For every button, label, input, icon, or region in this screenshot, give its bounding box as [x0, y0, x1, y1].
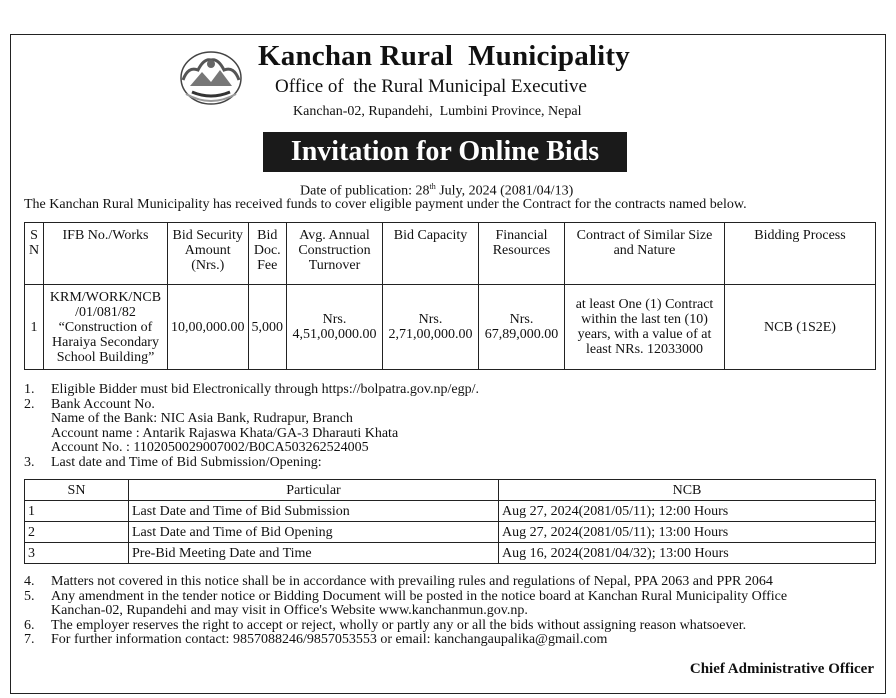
dates-table-header [25, 480, 876, 501]
col-fee: Bid Doc. Fee [248, 223, 287, 285]
cell-fee: 5,000 [248, 285, 287, 370]
cell-process: NCB (1S2E) [725, 285, 876, 370]
page-title: Kanchan Rural Municipality [258, 40, 630, 72]
cell-sn: 2 [25, 522, 129, 543]
cell-ifb: KRM/WORK/NCB /01/081/82 “Construction of Haraiya Secondary School Building” [44, 285, 168, 370]
cell-capacity: Nrs. 2,71,00,000.00 [383, 285, 479, 370]
col-ifb: IFB No./Works [44, 223, 168, 285]
cell-ncb: Aug 27, 2024(2081/05/11); 13:00 Hours [499, 522, 876, 543]
publication-date: Date of publication: 28th July, 2024 (2081/04/13) [300, 182, 574, 199]
intro-text: The Kanchan Rural Municipality has received funds to cover eligible payment under the Contract for the contracts named below. [24, 197, 747, 212]
notes-list-top [24, 383, 479, 470]
col-contract: Contract of Similar Size and Nature [565, 223, 725, 285]
list-item: 7. For further information contact: 9857088246/9857053553 or email: kanchangaupalika@gmail.com [24, 632, 608, 647]
nepal-emblem-icon [178, 48, 244, 106]
list-item: Kanchan-02, Rupandehi and may visit in Office's Website www.kanchanmun.gov.np. [51, 603, 528, 618]
cell-ncb: Aug 16, 2024(2081/04/32); 13:00 Hours [499, 543, 876, 564]
col-financial: Financial Resources [479, 223, 565, 285]
list-item: 6. The employer reserves the right to accept or reject, wholly or partly any or all the bids without assigning reason whatsoever. [24, 617, 747, 633]
cell-sn: 1 [25, 285, 44, 370]
cell-ncb: Aug 27, 2024(2081/05/11); 12:00 Hours [499, 501, 876, 522]
bid-table-header [25, 223, 876, 285]
col-process: Bidding Process [725, 223, 876, 285]
col-capacity: Bid Capacity [383, 223, 479, 285]
cell-contract: at least One (1) Contract within the last ten (10) years, with a value of at least NRs. 12033000 [565, 285, 725, 370]
cell-particular: Pre-Bid Meeting Date and Time [129, 543, 499, 564]
cell-security: 10,00,000.00 [168, 285, 249, 370]
notes-list-bottom [24, 575, 787, 648]
cell-sn: 3 [25, 543, 129, 564]
table-row [25, 543, 876, 564]
list-item: 2. Bank Account No. [24, 396, 155, 412]
col-sn: SN [25, 480, 129, 501]
table-row [25, 501, 876, 522]
bank-name: Name of the Bank: NIC Asia Bank, Rudrapur, Branch [51, 411, 353, 426]
cell-turnover: Nrs. 4,51,00,000.00 [287, 285, 383, 370]
bid-table [24, 222, 876, 370]
table-row [25, 285, 876, 370]
cell-sn: 1 [25, 501, 129, 522]
cell-financial: Nrs. 67,89,000.00 [479, 285, 565, 370]
cell-particular: Last Date and Time of Bid Opening [129, 522, 499, 543]
col-ncb: NCB [499, 480, 876, 501]
notice-banner: Invitation for Online Bids [263, 132, 627, 172]
col-sn: S N [25, 223, 44, 285]
list-item: 1. Eligible Bidder must bid Electronically through https://bolpatra.gov.np/egp/. [24, 382, 479, 397]
list-item: 3. Last date and Time of Bid Submission/Opening: [24, 454, 322, 470]
cell-particular: Last Date and Time of Bid Submission [129, 501, 499, 522]
list-item: 5. Any amendment in the tender notice or Bidding Document will be posted in the notice board at Kanchan Rural Municipality Office [24, 588, 788, 604]
col-particular: Particular [129, 480, 499, 501]
dates-table [24, 479, 876, 564]
col-security: Bid Security Amount (Nrs.) [168, 223, 249, 285]
bank-account-no: Account No. : 1102050029007002/B0CA503262524005 [51, 440, 369, 455]
table-row [25, 522, 876, 543]
signature: Chief Administrative Officer [689, 661, 874, 677]
bank-account-name: Account name : Antarik Rajaswa Khata/GA-3 Dharauti Khata [51, 425, 399, 441]
col-turnover: Avg. Annual Construction Turnover [287, 223, 383, 285]
office-address: Kanchan-02, Rupandehi, Lumbini Province, Nepal [293, 104, 582, 119]
office-subtitle: Office of the Rural Municipal Executive [275, 76, 587, 97]
list-item: 4. Matters not covered in this notice shall be in accordance with prevailing rules and regulations of Nepal, PPA 2063 and PPR 2064 [24, 574, 773, 589]
